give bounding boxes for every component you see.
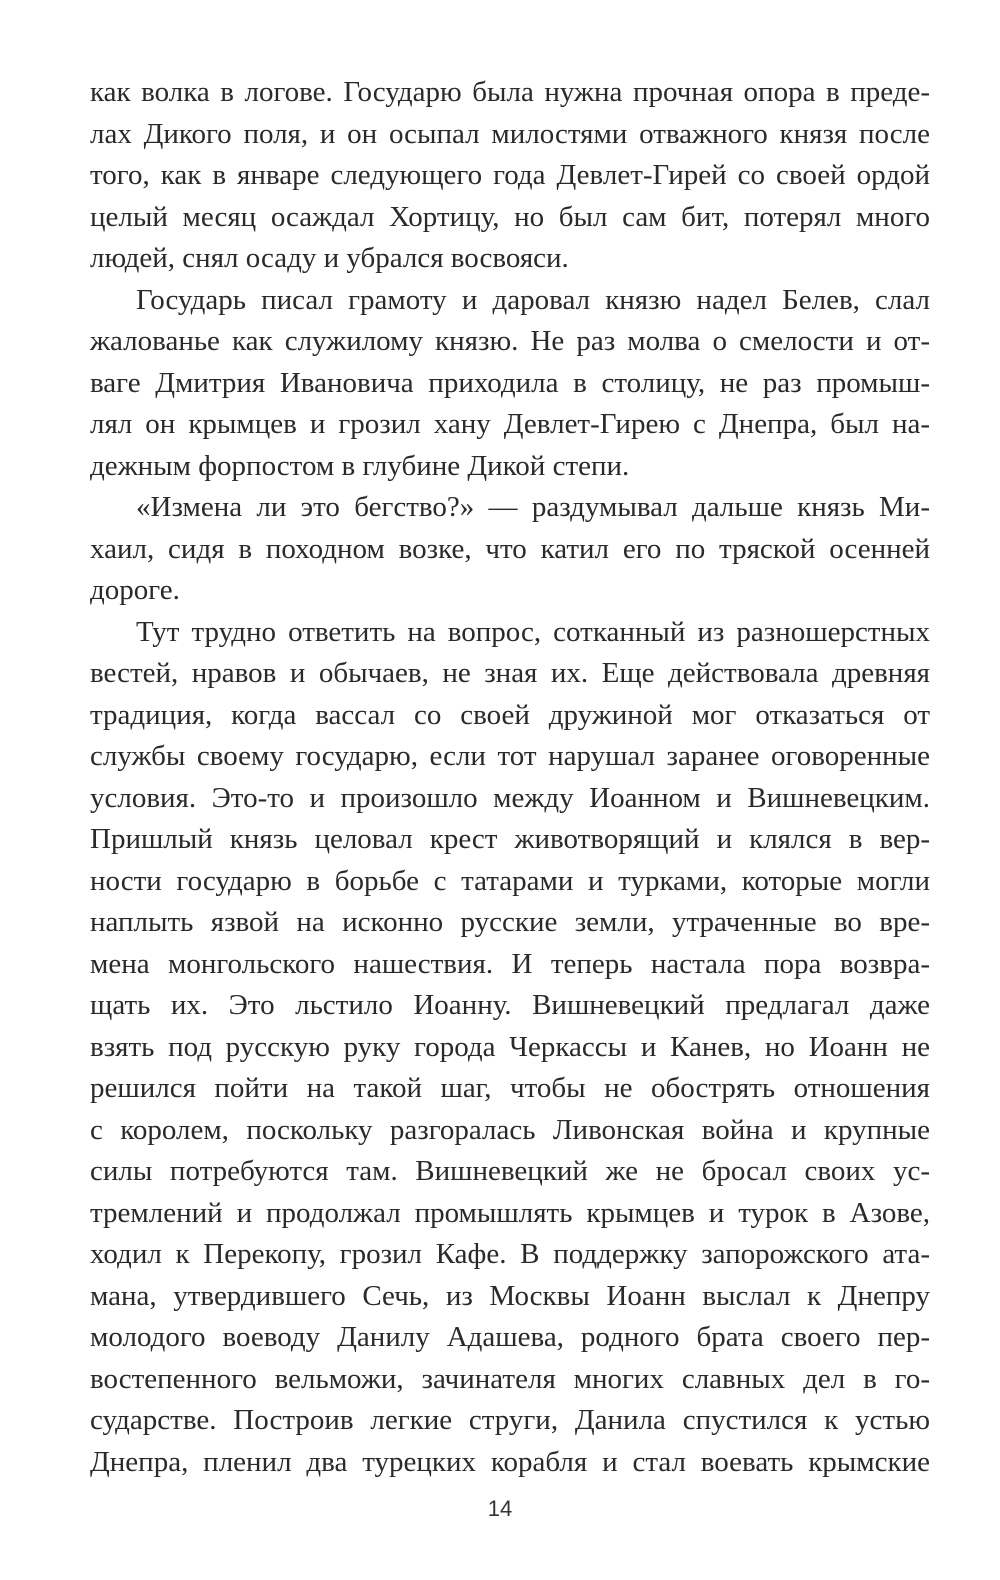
text-line: традиция, когда вассал со своей дружиной мог отказаться от <box>90 698 930 731</box>
text-line: Государь писал грамоту и даровал князю надел Белев, слал <box>136 283 930 316</box>
text-line: службы своему государю, если тот нарушал заранее оговоренные <box>90 740 930 772</box>
text-line: лял он крымцев и грозил хану Девлет-Гирею с Днепра, был на- <box>90 408 930 440</box>
text-line: хаил, сидя в походном возке, что катил его по тряской осенней <box>90 532 930 565</box>
text-line: лах Дикого поля, и он осыпал милостями отважного князя после <box>90 117 930 150</box>
text-line: мана, утвердившего Сечь, из Москвы Иоанн выслал к Днепру <box>90 1279 930 1312</box>
text-line: наплыть язвой на исконно русские земли, утраченные во вре- <box>90 906 930 938</box>
text-line: тремлений и продолжал промышлять крымцев и турок в Азове, <box>90 1196 930 1229</box>
text-line: Тут трудно ответить на вопрос, сотканный из разношерстных <box>136 615 930 648</box>
text-line: «Измена ли это бегство?» — раздумывал дальше князь Ми- <box>136 491 930 523</box>
text-line: востепенного вельможи, зачинателя многих славных дел в го- <box>90 1362 930 1395</box>
page-number: 14 <box>487 1496 513 1521</box>
text-line: того, как в январе следующего года Девлет-Гирей со своей ордой <box>90 159 930 191</box>
text-line: щать их. Это льстило Иоанну. Вишневецкий предлагал даже <box>90 989 930 1021</box>
text-line: с королем, поскольку разгоралась Ливонская война и крупные <box>90 1113 930 1146</box>
text-line: дороге. <box>90 574 180 606</box>
page-text-block <box>90 72 930 1483</box>
text-line: силы потребуются там. Вишневецкий же не бросал своих ус- <box>90 1155 930 1187</box>
text-line: жалованье как служилому князю. Не раз молва о смелости и от- <box>90 325 930 357</box>
text-line: дежным форпостом в глубине Дикой степи. <box>90 449 630 482</box>
text-line: людей, снял осаду и убрался восвояси. <box>90 242 569 274</box>
text-line: взять под русскую руку города Черкассы и Канев, но Иоанн не <box>90 1030 930 1063</box>
text-line: ваге Дмитрия Ивановича приходила в столицу, не раз промыш- <box>90 366 930 399</box>
text-line: сударстве. Построив легкие струги, Данила спустился к устью <box>90 1404 930 1436</box>
text-line: как волка в логове. Государю была нужна прочная опора в преде- <box>90 76 930 108</box>
text-line: целый месяц осаждал Хортицу, но был сам бит, потерял много <box>90 200 930 233</box>
text-line: Днепра, пленил два турецких корабля и стал воевать крымские <box>90 1445 930 1478</box>
text-line: мена монгольского нашествия. И теперь настала пора возвра- <box>90 947 930 980</box>
text-line: ности государю в борьбе с татарами и турками, которые могли <box>90 864 930 897</box>
text-line: условия. Это-то и произошло между Иоанном и Вишневецким. <box>90 781 930 814</box>
text-line: ходил к Перекопу, грозил Кафе. В поддержку запорожского ата- <box>90 1238 930 1270</box>
text-line: Пришлый князь целовал крест животворящий и клялся в вер- <box>90 823 930 855</box>
text-line: вестей, нравов и обычаев, не зная их. Еще действовала древняя <box>90 657 930 689</box>
text-line: молодого воеводу Данилу Адашева, родного брата своего пер- <box>90 1321 930 1353</box>
text-line: решился пойти на такой шаг, чтобы не обострять отношения <box>90 1072 930 1104</box>
